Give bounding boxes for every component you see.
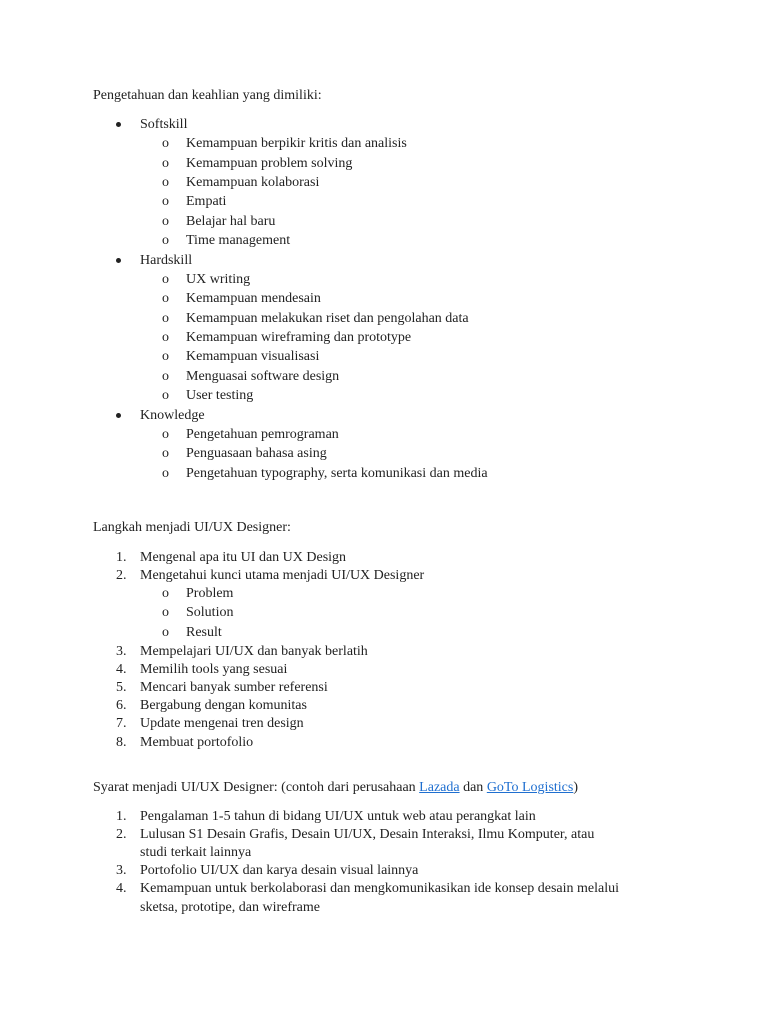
lazada-link[interactable]: Lazada [419,780,460,795]
list-item: Pengetahuan typography, serta komunikasi dan media [186,466,488,481]
step-number: 2. [116,568,127,583]
requirement-number: 1. [116,809,127,824]
sub-bullet-marker: o [162,586,169,601]
bullet-hardskill [116,252,192,270]
bullet-softskill [116,116,187,134]
list-item: Kemampuan wireframing dan prototype [186,330,412,345]
step-text: Mengetahui kunci utama menjadi UI/UX Designer [140,568,425,583]
list-item: Kemampuan berpikir kritis dan analisis [186,136,407,151]
sub-bullet-marker: o [162,272,169,287]
step-text: Mempelajari UI/UX dan banyak berlatih [140,644,368,659]
list-item: Kemampuan melakukan riset dan pengolahan data [186,311,469,326]
section2-heading: Langkah menjadi UI/UX Designer: [93,520,291,535]
sub-bullet-marker: o [162,136,169,151]
requirement-text: Portofolio UI/UX dan karya desain visual lainnya [140,863,419,878]
list-item: Pengetahuan pemrograman [186,427,339,442]
step-number: 4. [116,662,127,677]
list-item: Penguasaan bahasa asing [186,446,327,461]
sub-bullet-marker: o [162,156,169,171]
sub-bullet-marker: o [162,330,169,345]
bullet-knowledge [116,407,205,425]
sub-bullet-marker: o [162,427,169,442]
sub-bullet-marker: o [162,446,169,461]
list-item: Empati [186,194,227,209]
heading-prefix: Syarat menjadi UI/UX Designer: (contoh dari perusahaan [93,780,420,795]
sub-bullet-marker: o [162,349,169,364]
step-subitem: Solution [186,605,234,620]
sub-bullet-marker: o [162,233,169,248]
requirement-number: 4. [116,881,127,896]
step-text: Memilih tools yang sesuai [140,662,288,677]
list-item: User testing [186,388,254,403]
list-item: Menguasai software design [186,369,340,384]
requirement-number: 3. [116,863,127,878]
list-item: Kemampuan kolaborasi [186,175,320,190]
list-item: Belajar hal baru [186,214,276,229]
heading-connector: dan [459,780,487,795]
sub-bullet-marker: o [162,466,169,481]
requirement-text: Lulusan S1 Desain Grafis, Desain UI/UX, Desain Interaksi, Ilmu Komputer, atau [140,827,595,842]
requirement-number: 2. [116,827,127,842]
heading-suffix: ) [573,780,578,795]
step-text: Bergabung dengan komunitas [140,698,307,713]
bullet-label: Hardskill [140,253,193,268]
requirement-text-continued: studi terkait lainnya [140,845,252,860]
bullet-label: Knowledge [140,408,205,423]
sub-bullet-marker: o [162,311,169,326]
sub-bullet-marker: o [162,214,169,229]
step-subitem: Problem [186,586,234,601]
requirement-text: Pengalaman 1-5 tahun di bidang UI/UX untuk web atau perangkat lain [140,809,536,824]
sub-bullet-marker: o [162,194,169,209]
step-text: Membuat portofolio [140,735,254,750]
step-text: Update mengenai tren design [140,716,304,731]
list-item: Kemampuan visualisasi [186,349,320,364]
step-text: Mencari banyak sumber referensi [140,680,328,695]
section3-heading [93,779,578,797]
list-item: Kemampuan problem solving [186,156,353,171]
requirement-text: Kemampuan untuk berkolaborasi dan mengkomunikasikan ide konsep desain melalui [140,881,619,896]
sub-bullet-marker: o [162,175,169,190]
goto-logistics-link[interactable]: GoTo Logistics [486,780,574,795]
list-item: Kemampuan mendesain [186,291,321,306]
section1-heading: Pengetahuan dan keahlian yang dimiliki: [93,88,322,103]
step-number: 1. [116,550,127,565]
list-item: Time management [186,233,291,248]
sub-bullet-marker: o [162,388,169,403]
step-number: 8. [116,735,127,750]
step-number: 6. [116,698,127,713]
sub-bullet-marker: o [162,291,169,306]
sub-bullet-marker: o [162,625,169,640]
requirement-text-continued: sketsa, prototipe, dan wireframe [140,900,320,915]
sub-bullet-marker: o [162,369,169,384]
step-number: 3. [116,644,127,659]
bullet-label: Softskill [140,117,188,132]
step-subitem: Result [186,625,222,640]
list-item: UX writing [186,272,251,287]
step-text: Mengenal apa itu UI dan UX Design [140,550,347,565]
step-number: 7. [116,716,127,731]
sub-bullet-marker: o [162,605,169,620]
step-number: 5. [116,680,127,695]
